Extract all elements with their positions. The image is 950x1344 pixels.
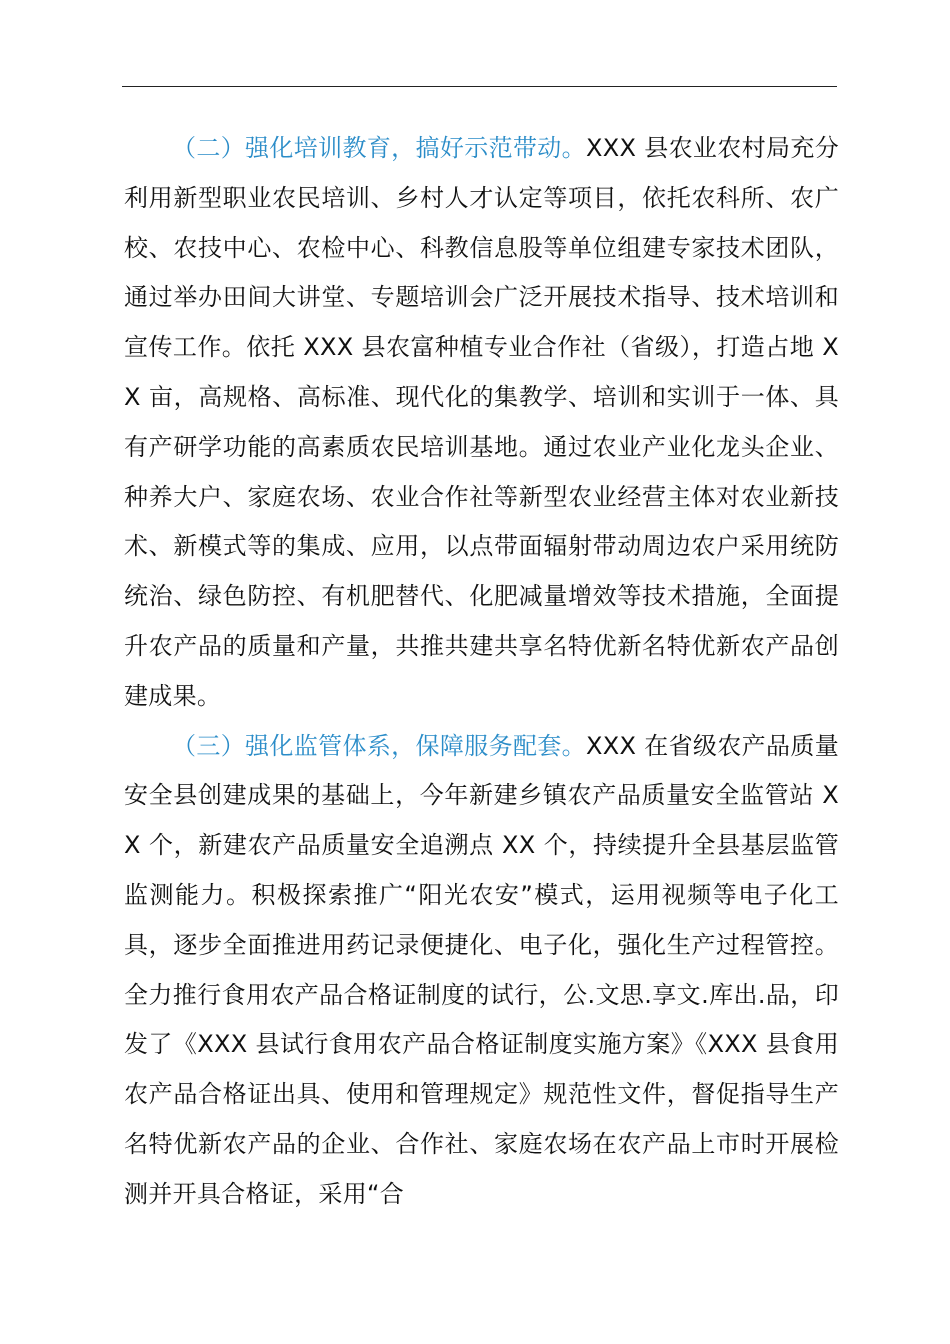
- section-heading-training: （二）强化培训教育，搞好示范带动。: [172, 134, 587, 162]
- paragraph-text-training: XXX 县农业农村局充分利用新型职业农民培训、乡村人才认定等项目，依托农科所、农广校、农技中心、农检中心、科教信息股等单位组建专家技术团队，通过举办田间大讲堂、专题培训会广泛开展技术指导、技术培训和宣传工作。依托 XXX 县农富种植专业合作社（省级），打造占地 XX 亩，高规格、高标准、现代化的集教学、培训和实训于一体、具有产研学功能的高素质农民培训基地。通过农业产业化龙头企业、种养大户、家庭农场、农业合作社等新型农业经营主体对农业新技术、新模式等的集成、应用，以点带面辐射带动周边农户采用统防统治、绿色防控、有机肥替代、化肥减量增效等技术措施，全面提升农产品的质量和产量，共推共建共享名特优新名特优新农产品创建成果。: [124, 134, 839, 710]
- document-body: [124, 124, 839, 1220]
- paragraph-supervision: [124, 722, 839, 1220]
- paragraph-training: [124, 124, 839, 722]
- paragraph-text-supervision: XXX 在省级农产品质量安全县创建成果的基础上，今年新建乡镇农产品质量安全监管站 XX 个，新建农产品质量安全追溯点 XX 个，持续提升全县基层监管监测能力。积极探索推广“阳光农安”模式，运用视频等电子化工具，逐步全面推进用药记录便捷化、电子化，强化生产过程管控。全力推行食用农产品合格证制度的试行，公.文思.享文.库出.品，印发了《XXX 县试行食用农产品合格证制度实施方案》《XXX 县食用农产品合格证出具、使用和管理规定》规范性文件，督促指导生产名特优新农产品的企业、合作社、家庭农场在农产品上市时开展检测并开具合格证，采用“合: [124, 731, 839, 1208]
- header-rule: [122, 86, 837, 87]
- section-heading-supervision: （三）强化监管体系，保障服务配套。: [172, 731, 587, 760]
